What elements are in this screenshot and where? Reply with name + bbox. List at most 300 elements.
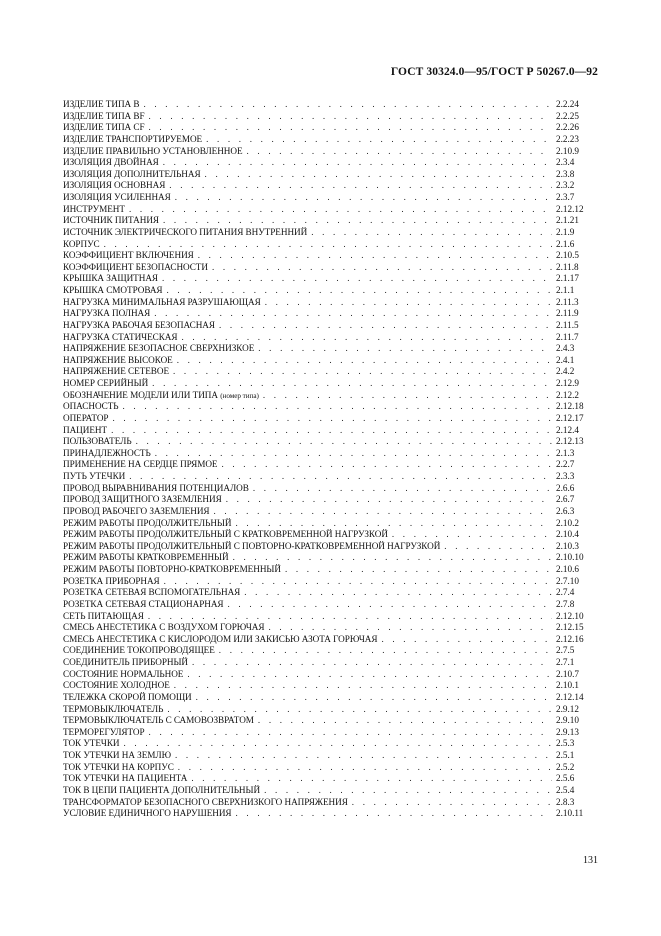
dot-leader	[143, 99, 552, 111]
index-ref: 2.12.10	[556, 610, 584, 621]
index-entry	[63, 459, 594, 471]
dot-leader	[149, 727, 552, 739]
index-entry	[63, 436, 594, 448]
dot-leader	[264, 785, 552, 797]
dot-leader	[392, 529, 552, 541]
index-entry	[63, 157, 594, 169]
index-ref: 2.11.3	[556, 296, 579, 307]
index-term	[63, 320, 215, 332]
index-entry	[63, 320, 594, 332]
index-entry	[63, 355, 594, 367]
index-term-text: СОЕДИНЕНИЕ ТОКОПРОВОДЯЩЕЕ	[63, 645, 215, 656]
dot-leader	[258, 343, 552, 355]
index-term-text: НАГРУЗКА МИНИМАЛЬНАЯ РАЗРУШАЮЩАЯ	[63, 296, 261, 307]
index-term	[63, 273, 158, 285]
index-entry	[63, 146, 594, 158]
index-term	[63, 332, 177, 344]
dot-leader	[198, 250, 552, 262]
index-ref: 2.10.10	[556, 552, 584, 563]
index-entry	[63, 494, 594, 506]
index-term	[63, 797, 348, 809]
index-ref: 2.10.7	[556, 668, 579, 679]
dot-leader	[352, 797, 552, 809]
index-term	[63, 134, 202, 146]
index-entry	[63, 122, 594, 134]
index-ref: 2.2.25	[556, 110, 579, 121]
index-term-text: РОЗЕТКА ПРИБОРНАЯ	[63, 575, 160, 586]
dot-leader	[175, 750, 552, 762]
dot-leader	[154, 308, 552, 320]
index-ref: 2.12.18	[556, 401, 584, 412]
index-ref: 2.11.7	[556, 331, 579, 342]
index-entry	[63, 250, 594, 262]
index-term	[63, 738, 120, 750]
index-ref: 2.12.17	[556, 412, 584, 423]
dot-leader	[258, 715, 552, 727]
index-term	[63, 634, 377, 646]
index-term	[63, 204, 125, 216]
index-ref: 2.1.9	[556, 226, 575, 237]
index-ref: 2.8.3	[556, 796, 575, 807]
index-term-text: ИЗОЛЯЦИЯ ОСНОВНАЯ	[63, 180, 166, 191]
index-ref: 2.9.13	[556, 726, 579, 737]
page-number: 131	[583, 855, 598, 866]
index-term-text: НАГРУЗКА РАБОЧАЯ БЕЗОПАСНАЯ	[63, 319, 215, 330]
index-term	[63, 366, 169, 378]
index-ref: 2.11.5	[556, 319, 579, 330]
index-term-text: ИЗОЛЯЦИЯ ДОПОЛНИТЕЛЬНАЯ	[63, 168, 201, 179]
index-entry	[63, 680, 594, 692]
index-term	[63, 355, 173, 367]
index-term-text: НОМЕР СЕРИЙНЫЙ	[63, 378, 149, 388]
index-entry	[63, 134, 594, 146]
index-ref: 2.4.1	[556, 354, 575, 365]
dot-leader	[175, 192, 552, 204]
index-term-text: СМЕСЬ АНЕСТЕТИКА С ВОЗДУХОМ ГОРЮЧАЯ	[63, 622, 265, 633]
index-entry	[63, 332, 594, 344]
index-entry	[63, 506, 594, 518]
index-entry	[63, 715, 594, 727]
index-entry	[63, 425, 594, 437]
index-term-text: РЕЖИМ РАБОТЫ ПРОДОЛЖИТЕЛЬНЫЙ С КРАТКОВРЕМЕННОЙ НАГРУЗКОЙ	[63, 529, 388, 540]
index-ref: 2.12.9	[556, 378, 579, 388]
index-ref: 2.10.4	[556, 529, 579, 540]
dot-leader	[219, 320, 552, 332]
index-term	[63, 285, 163, 297]
index-ref: 2.1.6	[556, 238, 575, 249]
dot-leader	[311, 227, 552, 239]
index-term	[63, 169, 201, 181]
index-entry	[63, 239, 594, 251]
index-ref: 2.10.6	[556, 564, 579, 574]
dot-leader	[136, 436, 552, 448]
index-entry	[63, 273, 594, 285]
index-term	[63, 715, 254, 727]
index-term-text: ТОК УТЕЧКИ	[63, 738, 120, 749]
dot-leader	[192, 657, 552, 669]
dot-leader	[149, 111, 552, 123]
index-ref: 2.5.3	[556, 738, 575, 749]
dot-leader	[181, 332, 552, 344]
index-term	[63, 645, 215, 657]
index-term	[63, 576, 160, 588]
dot-leader	[191, 773, 552, 785]
index-entry	[63, 552, 594, 564]
index-entry	[63, 529, 594, 541]
index-term-text: НАГРУЗКА ПОЛНАЯ	[63, 308, 151, 319]
index-term	[63, 773, 187, 785]
index-term-text: КОЭФФИЦИЕНТ ВКЛЮЧЕНИЯ	[63, 250, 194, 261]
index-entry	[63, 657, 594, 669]
index-term	[63, 762, 174, 774]
index-term	[63, 239, 100, 251]
dot-leader	[167, 285, 553, 297]
index-term-text: ПРОВОД ЗАЩИТНОГО ЗАЗЕМЛЕНИЯ	[63, 494, 222, 505]
dot-leader	[381, 634, 552, 646]
index-entry	[63, 576, 594, 588]
index-term-text: НАПРЯЖЕНИЕ ВЫСОКОЕ	[63, 354, 173, 365]
index-term-text: ТЕЛЕЖКА СКОРОЙ ПОМОЩИ	[63, 691, 192, 702]
index-ref: 2.11.8	[556, 261, 579, 272]
index-ref: 2.10.11	[556, 808, 584, 819]
index-entry	[63, 622, 594, 634]
index-term	[63, 704, 163, 716]
index-term	[63, 227, 307, 239]
index-entry	[63, 401, 594, 413]
dot-leader	[265, 297, 552, 309]
index-term-text: ТЕРМОВЫКЛЮЧАТЕЛЬ С САМОВОЗВРАТОМ	[63, 715, 254, 726]
index-term	[63, 680, 170, 692]
index-term	[63, 599, 224, 611]
dot-leader	[247, 146, 552, 158]
index-ref: 2.2.24	[556, 99, 579, 109]
index-ref: 2.3.7	[556, 192, 575, 202]
index-term	[63, 390, 259, 402]
index-term-text: ИЗОЛЯЦИЯ УСИЛЕННАЯ	[63, 192, 171, 202]
index-term	[63, 146, 243, 158]
index-ref: 2.12.14	[556, 691, 584, 702]
index-entry	[63, 297, 594, 309]
index-ref: 2.7.8	[556, 598, 575, 609]
dot-leader	[124, 738, 552, 750]
index-entry	[63, 541, 594, 553]
index-term-text: СОСТОЯНИЕ НОРМАЛЬНОЕ	[63, 668, 184, 679]
index-term-text: ТЕРМОВЫКЛЮЧАТЕЛЬ	[63, 703, 164, 714]
dot-leader	[226, 494, 552, 506]
index-term	[63, 459, 217, 471]
index-ref: 2.12.13	[556, 436, 584, 447]
index-term-text: ТОК УТЕЧКИ НА ЗЕМЛЮ	[63, 750, 171, 760]
index-term-text: РОЗЕТКА СЕТЕВАЯ ВСПОМОГАТЕЛЬНАЯ	[63, 587, 241, 598]
index-term-text: ПАЦИЕНТ	[63, 424, 108, 435]
index-entry	[63, 227, 594, 239]
index-term-text: ПУТЬ УТЕЧКИ	[63, 471, 126, 481]
index-term-note: (номер типа)	[220, 391, 259, 400]
index-term	[63, 99, 139, 111]
dot-leader	[219, 645, 552, 657]
index-term	[63, 111, 145, 123]
index-term	[63, 413, 108, 425]
index-entry	[63, 204, 594, 216]
index-entry	[63, 111, 594, 123]
index-ref: 2.1.3	[556, 447, 575, 458]
index-term-text: СОЕДИНИТЕЛЬ ПРИБОРНЫЙ	[63, 657, 189, 667]
index-term	[63, 518, 231, 530]
index-ref: 2.5.2	[556, 761, 575, 772]
index-entry	[63, 215, 594, 227]
index-term	[63, 622, 264, 634]
index-term	[63, 669, 183, 681]
dot-leader	[129, 471, 552, 483]
dot-leader	[162, 273, 552, 285]
dot-leader	[177, 355, 552, 367]
index-term-text: ПРИНАДЛЕЖНОСТЬ	[63, 447, 151, 458]
index-ref: 2.10.2	[556, 517, 579, 528]
index-entry	[63, 378, 594, 390]
dot-leader	[268, 622, 552, 634]
dot-leader	[212, 262, 552, 274]
dot-leader	[244, 587, 552, 599]
index-ref: 2.7.10	[556, 575, 579, 586]
index-term-text: ТОК В ЦЕПИ ПАЦИЕНТА ДОПОЛНИТЕЛЬНЫЙ	[63, 784, 261, 795]
index-term	[63, 343, 254, 355]
index-entry	[63, 727, 594, 739]
index-term-text: ОПАСНОСТЬ	[63, 401, 119, 412]
index-ref: 2.1.21	[556, 215, 579, 226]
index-entry	[63, 785, 594, 797]
index-term	[63, 483, 249, 495]
index-term	[63, 180, 165, 192]
index-term	[63, 401, 119, 413]
index-term	[63, 785, 260, 797]
index-ref: 2.12.4	[556, 424, 579, 435]
dot-leader	[235, 518, 552, 530]
index-term-text: ИЗДЕЛИЕ ТИПА BF	[63, 110, 145, 121]
index-ref: 2.12.2	[556, 389, 579, 400]
index-entry	[63, 762, 594, 774]
dot-leader	[173, 366, 552, 378]
index-entry	[63, 262, 594, 274]
index-ref: 2.9.12	[556, 703, 579, 714]
index-entry	[63, 645, 594, 657]
index-term	[63, 494, 222, 506]
dot-leader	[163, 215, 552, 227]
index-term-text: ОБОЗНАЧЕНИЕ МОДЕЛИ ИЛИ ТИПА	[63, 389, 218, 400]
dot-leader	[233, 552, 552, 564]
index-ref: 2.4.3	[556, 343, 575, 354]
index-entry	[63, 692, 594, 704]
dot-leader	[213, 506, 552, 518]
index-ref: 2.1.17	[556, 273, 579, 284]
dot-leader	[152, 378, 552, 390]
index-term	[63, 250, 194, 262]
index-ref: 2.2.7	[556, 459, 575, 470]
index-ref: 2.6.3	[556, 505, 575, 516]
index-ref: 2.3.8	[556, 168, 575, 179]
dot-leader	[111, 425, 552, 437]
index-term-text: КОЭФФИЦИЕНТ БЕЗОПАСНОСТИ	[63, 261, 208, 272]
index-term	[63, 808, 232, 820]
index-entry	[63, 471, 594, 483]
index-term	[63, 448, 151, 460]
dot-leader	[174, 680, 552, 692]
index-term-text: ИЗДЕЛИЕ ТИПА В	[63, 99, 140, 109]
index-entry	[63, 634, 594, 646]
index-entry	[63, 704, 594, 716]
index-ref: 2.10.1	[556, 680, 579, 691]
index-ref: 2.7.1	[556, 657, 575, 667]
index-entry	[63, 448, 594, 460]
index-term	[63, 157, 159, 169]
index-ref: 2.2.23	[556, 133, 579, 144]
index-entry	[63, 599, 594, 611]
index-term	[63, 564, 281, 576]
index-term-text: ПРОВОД РАБОЧЕГО ЗАЗЕМЛЕНИЯ	[63, 505, 210, 516]
index-entry	[63, 587, 594, 599]
dot-leader	[167, 704, 552, 716]
index-term-text: НАПРЯЖЕНИЕ БЕЗОПАСНОЕ СВЕРХНИЗКОЕ	[63, 343, 255, 354]
index-entry	[63, 564, 594, 576]
index-term-text: ОПЕРАТОР	[63, 412, 109, 423]
index-term-text: СОСТОЯНИЕ ХОЛОДНОЕ	[63, 680, 170, 691]
index-entry	[63, 99, 594, 111]
index-entry	[63, 773, 594, 785]
index-ref: 2.10.5	[556, 250, 579, 261]
dot-leader	[155, 448, 552, 460]
index-ref: 2.7.5	[556, 645, 575, 656]
index-term-text: ИСТОЧНИК ЭЛЕКТРИЧЕСКОГО ПИТАНИЯ ВНУТРЕННИЙ	[63, 226, 308, 237]
index-ref: 2.6.6	[556, 482, 575, 493]
index-entry	[63, 285, 594, 297]
index-term	[63, 192, 171, 204]
index-entry	[63, 413, 594, 425]
index-term-text: НАГРУЗКА СТАТИЧЕСКАЯ	[63, 331, 178, 342]
index-term	[63, 506, 209, 518]
dot-leader	[112, 413, 552, 425]
index-term	[63, 552, 229, 564]
index-term-text: КРЫШКА ЗАЩИТНАЯ	[63, 273, 158, 284]
index-term-text: НАПРЯЖЕНИЕ СЕТЕВОЕ	[63, 366, 170, 377]
dot-leader	[187, 669, 552, 681]
dot-leader	[129, 204, 552, 216]
index-term-text: ИЗДЕЛИЕ ПРАВИЛЬНО УСТАНОВЛЕННОЕ	[63, 145, 243, 156]
index-term-text: ИЗДЕЛИЕ ТРАНСПОРТИРУЕМОЕ	[63, 133, 203, 144]
index-entry	[63, 180, 594, 192]
page-header: ГОСТ 30324.0—95/ГОСТ Р 50267.0—92	[390, 66, 598, 78]
index-term	[63, 692, 192, 704]
index-term	[63, 262, 208, 274]
index-ref: 2.10.9	[556, 145, 579, 156]
dot-leader	[178, 762, 552, 774]
index-term-text: КРЫШКА СМОТРОВАЯ	[63, 285, 163, 295]
index-ref: 2.5.4	[556, 784, 575, 795]
index-term	[63, 587, 240, 599]
index-entry	[63, 308, 594, 320]
index-ref: 2.3.3	[556, 471, 575, 481]
dot-leader	[123, 401, 552, 413]
dot-leader	[253, 483, 552, 495]
index-entry	[63, 797, 594, 809]
index-term-text: КОРПУС	[63, 238, 100, 249]
index-ref: 2.11.9	[556, 308, 579, 319]
index-term	[63, 727, 145, 739]
index-entry	[63, 518, 594, 530]
index-term-text: СЕТЬ ПИТАЮЩАЯ	[63, 610, 144, 621]
index-entry	[63, 483, 594, 495]
index-term-text: СМЕСЬ АНЕСТЕТИКА С КИСЛОРОДОМ ИЛИ ЗАКИСЬЮ АЗОТА ГОРЮЧАЯ	[63, 633, 378, 644]
index-ref: 2.12.15	[556, 622, 584, 633]
index-term	[63, 750, 171, 762]
index-term-text: ПРОВОД ВЫРАВНИВАНИЯ ПОТЕНЦИАЛОВ	[63, 482, 249, 493]
index-entry	[63, 611, 594, 623]
index-term-text: ПОЛЬЗОВАТЕЛЬ	[63, 436, 132, 447]
index-term-text: РЕЖИМ РАБОТЫ ПРОДОЛЖИТЕЛЬНЫЙ	[63, 517, 232, 528]
dot-leader	[196, 692, 552, 704]
index-term	[63, 657, 188, 669]
dot-leader	[163, 157, 552, 169]
dot-leader	[228, 599, 552, 611]
dot-leader	[263, 390, 552, 402]
index-term	[63, 215, 159, 227]
index-term-text: РЕЖИМ РАБОТЫ ПОВТОРНО-КРАТКОВРЕМЕННЫЙ	[63, 564, 281, 574]
index-term-text: ИНСТРУМЕНТ	[63, 203, 125, 214]
index-term-text: ТОК УТЕЧКИ НА ПАЦИЕНТА	[63, 773, 188, 784]
dot-leader	[149, 122, 552, 134]
index-ref: 2.9.10	[556, 715, 579, 726]
index-entry	[63, 669, 594, 681]
index-entry	[63, 343, 594, 355]
index-ref: 2.5.6	[556, 773, 575, 784]
dot-leader	[104, 239, 552, 251]
index-ref: 2.3.2	[556, 180, 575, 191]
index-ref: 2.3.4	[556, 157, 575, 168]
index-ref: 2.12.16	[556, 633, 584, 644]
index-term	[63, 541, 440, 553]
index-term-text: ТРАНСФОРМАТОР БЕЗОПАСНОГО СВЕРХНИЗКОГО НАПРЯЖЕНИЯ	[63, 796, 348, 807]
index-term	[63, 297, 261, 309]
index-ref: 2.5.1	[556, 750, 575, 760]
index-entry	[63, 169, 594, 181]
dot-leader	[205, 169, 552, 181]
index-term	[63, 471, 125, 483]
term-index	[63, 99, 594, 820]
dot-leader	[206, 134, 552, 146]
index-entry	[63, 750, 594, 762]
index-entry	[63, 738, 594, 750]
index-term-text: УСЛОВИЕ ЕДИНИЧНОГО НАРУШЕНИЯ	[63, 808, 232, 819]
index-term	[63, 378, 148, 390]
index-term-text: ИЗОЛЯЦИЯ ДВОЙНАЯ	[63, 157, 159, 168]
dot-leader	[236, 808, 552, 820]
index-entry	[63, 390, 594, 402]
dot-leader	[169, 180, 552, 192]
index-term	[63, 308, 150, 320]
index-term	[63, 425, 107, 437]
dot-leader	[164, 576, 552, 588]
index-ref: 2.2.26	[556, 122, 579, 133]
index-ref: 2.7.4	[556, 587, 575, 598]
index-term	[63, 122, 145, 134]
dot-leader	[444, 541, 552, 553]
index-ref: 2.6.7	[556, 494, 575, 505]
index-entry	[63, 192, 594, 204]
index-entry	[63, 366, 594, 378]
index-ref: 2.1.1	[556, 285, 575, 295]
index-ref: 2.4.2	[556, 366, 575, 377]
index-term-text: ТОК УТЕЧКИ НА КОРПУС	[63, 761, 174, 772]
index-term	[63, 529, 388, 541]
index-entry	[63, 808, 594, 820]
